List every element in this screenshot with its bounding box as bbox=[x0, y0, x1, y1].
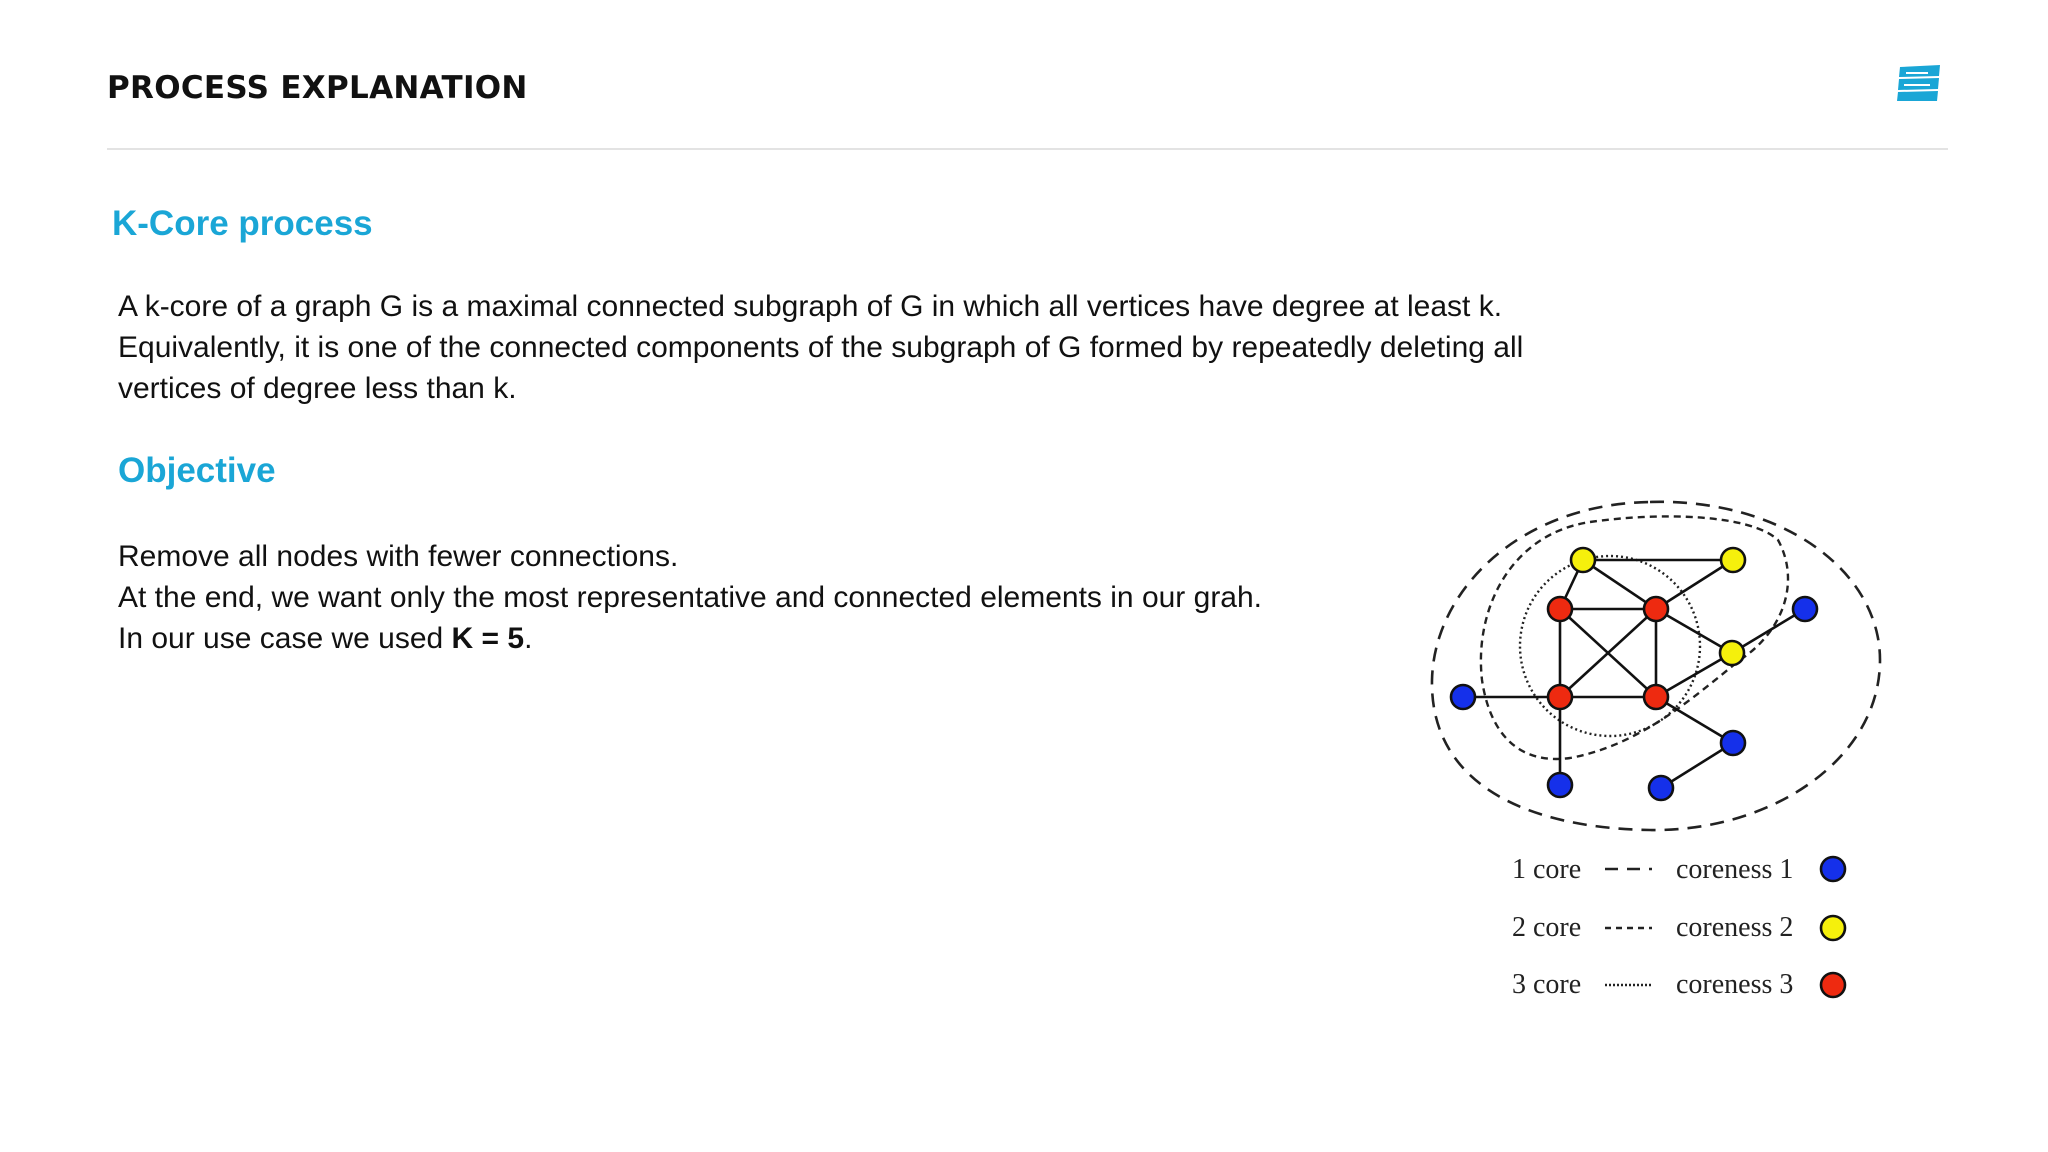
legend-coreness-1-label: coreness 1 bbox=[1676, 854, 1794, 885]
kcore-definition bbox=[118, 286, 1523, 409]
node-coreness-1 bbox=[1721, 731, 1745, 755]
node-coreness-3 bbox=[1644, 597, 1668, 621]
node-coreness-2 bbox=[1721, 548, 1745, 572]
legend-core-2-label: 2 core bbox=[1512, 912, 1582, 943]
page-title: PROCESS EXPLANATION bbox=[107, 70, 528, 106]
node-coreness-1 bbox=[1793, 597, 1817, 621]
node-coreness-1 bbox=[1451, 685, 1475, 709]
edge bbox=[1656, 697, 1733, 743]
node-coreness-2 bbox=[1720, 641, 1744, 665]
node-coreness-3 bbox=[1548, 597, 1572, 621]
legend-coreness-2-node bbox=[1821, 916, 1845, 940]
header-divider bbox=[107, 148, 1948, 150]
node-coreness-3 bbox=[1548, 685, 1572, 709]
brand-logo-icon bbox=[1896, 64, 1942, 102]
objective-line-3-suffix: . bbox=[524, 622, 533, 655]
kcore-diagram bbox=[1400, 480, 1920, 850]
node-coreness-2 bbox=[1571, 548, 1595, 572]
kcore-line-1: A k-core of a graph G is a maximal connected subgraph of G in which all vertices have degree at least k. bbox=[118, 290, 1503, 323]
core-3-boundary bbox=[1520, 556, 1700, 736]
node-coreness-3 bbox=[1644, 685, 1668, 709]
objective-heading: Objective bbox=[118, 451, 276, 490]
node-coreness-1 bbox=[1649, 776, 1673, 800]
edge bbox=[1656, 560, 1733, 609]
kcore-heading: K-Core process bbox=[112, 204, 373, 243]
legend-core-1-label: 1 core bbox=[1512, 854, 1582, 885]
node-coreness-1 bbox=[1548, 773, 1572, 797]
graph-edges bbox=[1463, 560, 1805, 788]
kcore-line-2: Equivalently, it is one of the connected components of the subgraph of G formed by repeatedly deleting all bbox=[118, 331, 1524, 364]
objective-line-1: Remove all nodes with fewer connections. bbox=[118, 540, 679, 573]
k-value: K = 5 bbox=[451, 622, 525, 655]
legend-coreness-2-label: coreness 2 bbox=[1676, 912, 1794, 943]
legend-coreness-3-node bbox=[1821, 973, 1845, 997]
legend-coreness-1-node bbox=[1821, 857, 1845, 881]
objective-line-3-prefix: In our use case we used bbox=[118, 622, 452, 655]
legend-coreness-3-label: coreness 3 bbox=[1676, 969, 1794, 1000]
legend-core-3-label: 3 core bbox=[1512, 969, 1582, 1000]
objective-line-3 bbox=[118, 618, 1262, 659]
diagram-legend bbox=[1500, 848, 1860, 1008]
objective-line-2: At the end, we want only the most representative and connected elements in our grah. bbox=[118, 581, 1263, 614]
objective-text bbox=[118, 536, 1262, 659]
kcore-line-3: vertices of degree less than k. bbox=[118, 372, 517, 405]
